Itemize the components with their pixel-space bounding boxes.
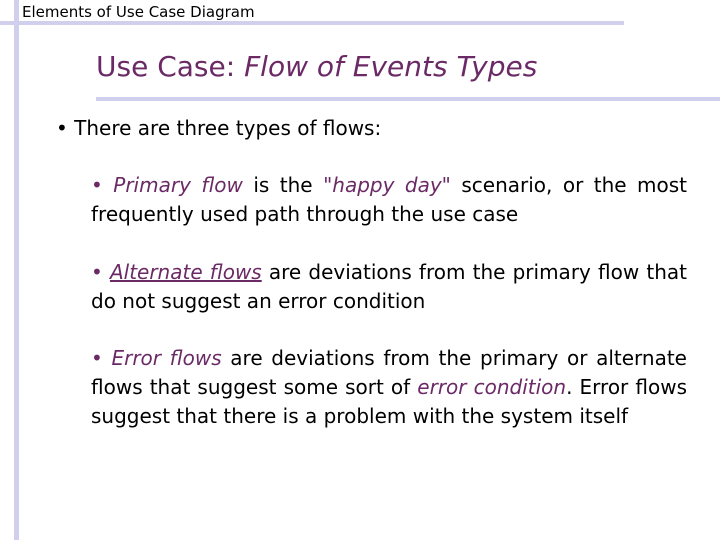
header-rule — [0, 21, 624, 25]
item-text: are deviations from the primary or alternate flows that suggest some sort of — [91, 346, 687, 399]
title-italic: Flow of Events Types — [244, 50, 538, 83]
bullet-marker: • — [91, 260, 110, 284]
left-accent-bar — [14, 0, 19, 540]
item-text: are deviations from the primary flow that do not suggest an error condition — [91, 260, 687, 313]
item-text: is the — [242, 173, 324, 197]
title-prefix: Use Case: — [96, 50, 245, 83]
bullet-marker: • — [91, 346, 112, 370]
bullet-marker: • — [56, 116, 68, 140]
title-rule — [96, 97, 720, 101]
item-text: scenario, or the most frequently used path through the use case — [91, 173, 688, 226]
header-label: Elements of Use Case Diagram — [22, 3, 255, 21]
main-bullet-text: There are three types of flows: — [74, 116, 382, 140]
quote-happy-day: "happy day" — [323, 173, 451, 197]
emphasis-error-condition: error condition — [417, 375, 567, 399]
item-text: . Error flows suggest that there is a problem with the system itself — [91, 375, 687, 428]
term-error-flows: Error flows — [111, 346, 222, 370]
list-item-primary-flow — [91, 171, 687, 229]
bullet-marker: • — [91, 173, 114, 197]
page-title — [96, 50, 537, 83]
list-item-alternate-flows — [91, 258, 687, 316]
term-alternate-flows: Alternate flows — [109, 260, 262, 284]
term-primary-flow: Primary flow — [113, 173, 243, 197]
list-item-error-flows — [91, 344, 687, 431]
main-bullet — [56, 116, 381, 140]
